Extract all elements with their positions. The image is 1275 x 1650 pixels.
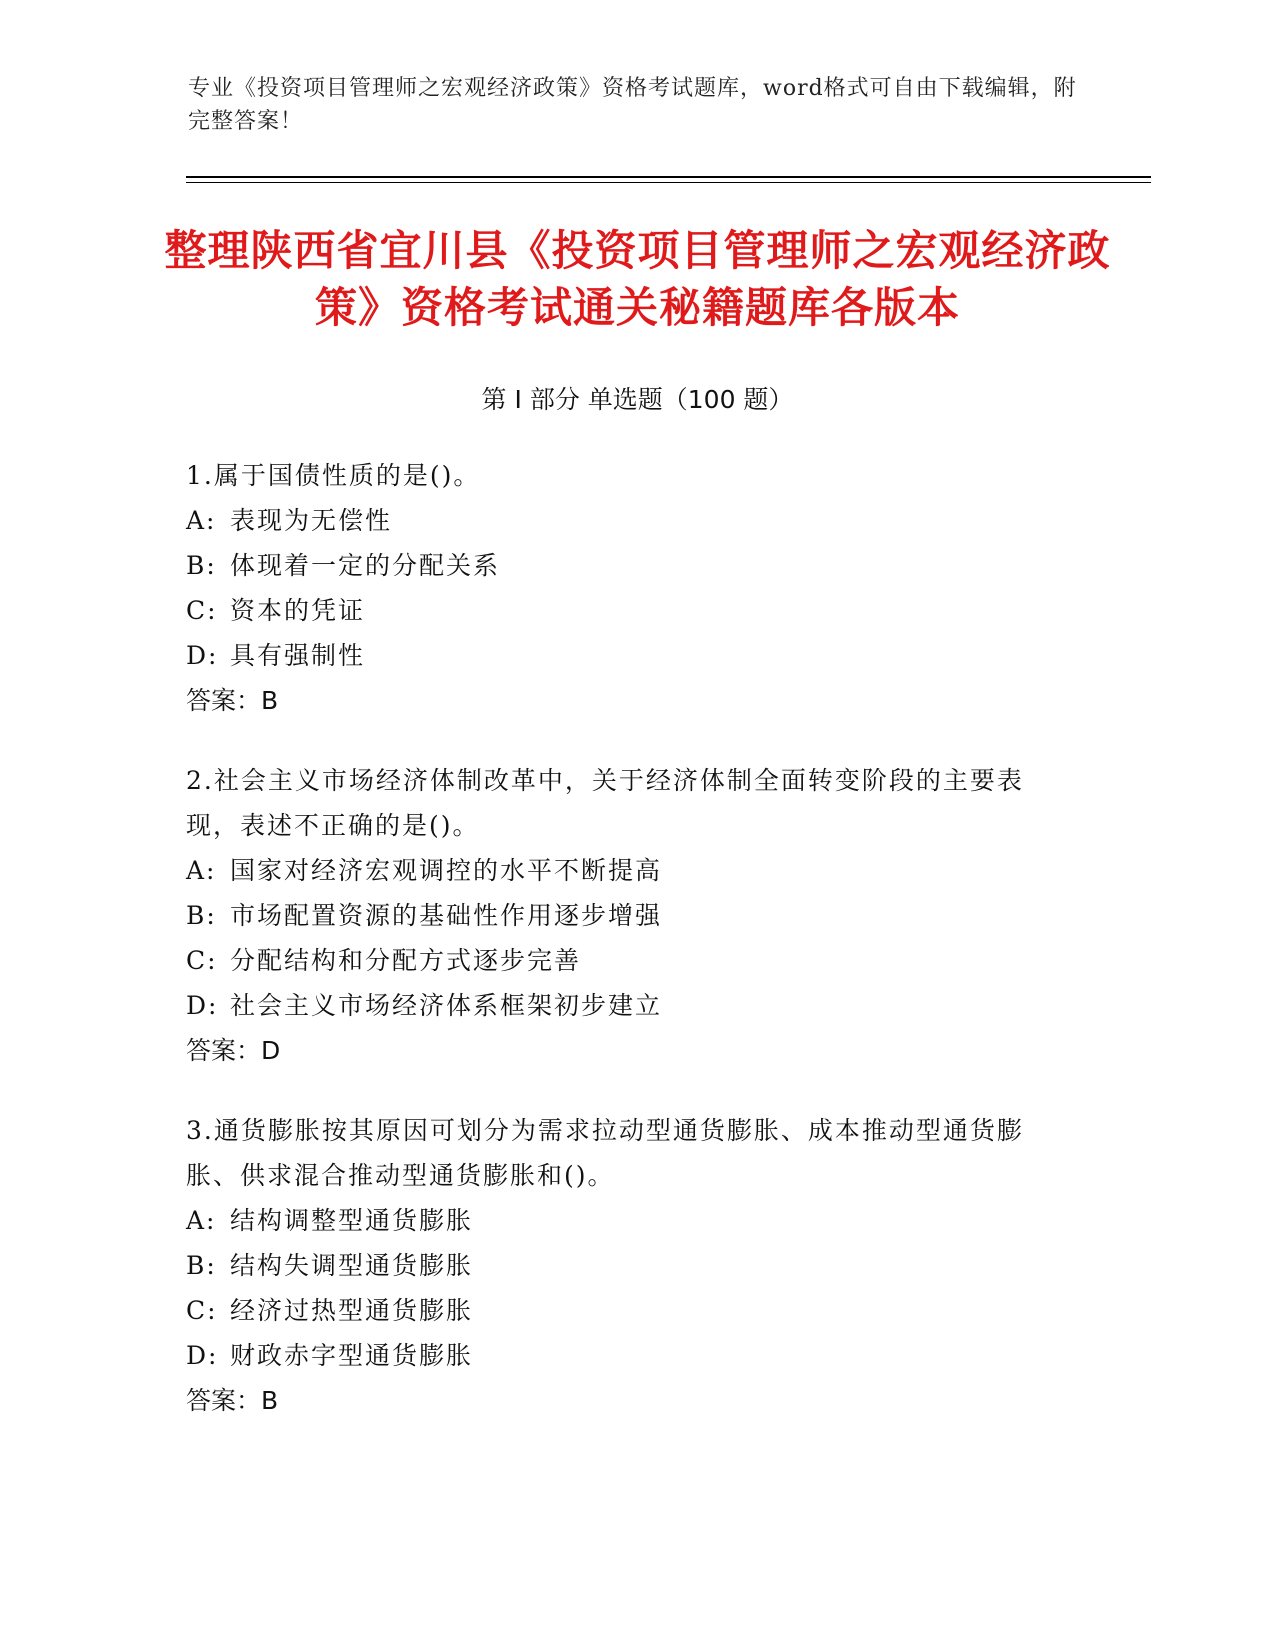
option-letter: A: — [186, 506, 217, 535]
option-c — [186, 1288, 1076, 1333]
option-text: 资本的凭证 — [230, 596, 366, 625]
option-letter: B: — [186, 551, 217, 580]
option-d — [186, 983, 1076, 1028]
question-3 — [186, 1108, 1076, 1423]
option-letter: C: — [186, 596, 218, 625]
option-c — [186, 588, 1076, 633]
option-letter: B: — [186, 1251, 217, 1280]
option-c — [186, 938, 1076, 983]
option-letter: A: — [186, 856, 217, 885]
option-letter: D: — [186, 1341, 219, 1370]
option-d — [186, 1333, 1076, 1378]
question-stem: 3.通货膨胀按其原因可划分为需求拉动型通货膨胀、成本推动型通货膨胀、供求混合推动型通货膨胀和()。 — [186, 1116, 1024, 1190]
answer: 答案：B — [186, 686, 279, 715]
option-text: 国家对经济宏观调控的水平不断提高 — [230, 856, 663, 885]
option-letter: C: — [186, 946, 218, 975]
option-letter: A: — [186, 1206, 217, 1235]
answer: 答案：D — [186, 1036, 281, 1065]
option-a — [186, 498, 1076, 543]
option-letter: D: — [186, 641, 219, 670]
document-title: 整理陕西省宜川县《投资项目管理师之宏观经济政策》资格考试通关秘籍题库各版本 — [164, 226, 1111, 332]
answer: 答案：B — [186, 1386, 279, 1415]
option-text: 表现为无偿性 — [230, 506, 393, 535]
header-rule-thin — [186, 182, 1151, 183]
option-text: 经济过热型通货膨胀 — [230, 1296, 474, 1325]
option-letter: C: — [186, 1296, 218, 1325]
option-text: 结构调整型通货膨胀 — [230, 1206, 474, 1235]
option-letter: B: — [186, 901, 217, 930]
header-rule-thick — [186, 176, 1151, 178]
option-a — [186, 848, 1076, 893]
option-d — [186, 633, 1076, 678]
option-text: 结构失调型通货膨胀 — [230, 1251, 474, 1280]
section-title: 第 I 部分 单选题（100 题） — [481, 385, 794, 414]
option-text: 分配结构和分配方式逐步完善 — [230, 946, 582, 975]
option-letter: D: — [186, 991, 219, 1020]
option-text: 体现着一定的分配关系 — [230, 551, 501, 580]
question-2 — [186, 758, 1076, 1073]
question-stem: 1.属于国债性质的是()。 — [186, 461, 481, 490]
question-1 — [186, 453, 1076, 723]
header-note: 专业《投资项目管理师之宏观经济政策》资格考试题库，word格式可自由下载编辑，附完整答案！ — [188, 76, 1077, 134]
option-text: 具有强制性 — [230, 641, 366, 670]
option-a — [186, 1198, 1076, 1243]
option-b — [186, 893, 1076, 938]
option-b — [186, 1243, 1076, 1288]
option-text: 财政赤字型通货膨胀 — [230, 1341, 474, 1370]
option-text: 市场配置资源的基础性作用逐步增强 — [230, 901, 663, 930]
option-text: 社会主义市场经济体系框架初步建立 — [230, 991, 663, 1020]
question-stem: 2.社会主义市场经济体制改革中，关于经济体制全面转变阶段的主要表现，表述不正确的是()。 — [186, 766, 1024, 840]
option-b — [186, 543, 1076, 588]
